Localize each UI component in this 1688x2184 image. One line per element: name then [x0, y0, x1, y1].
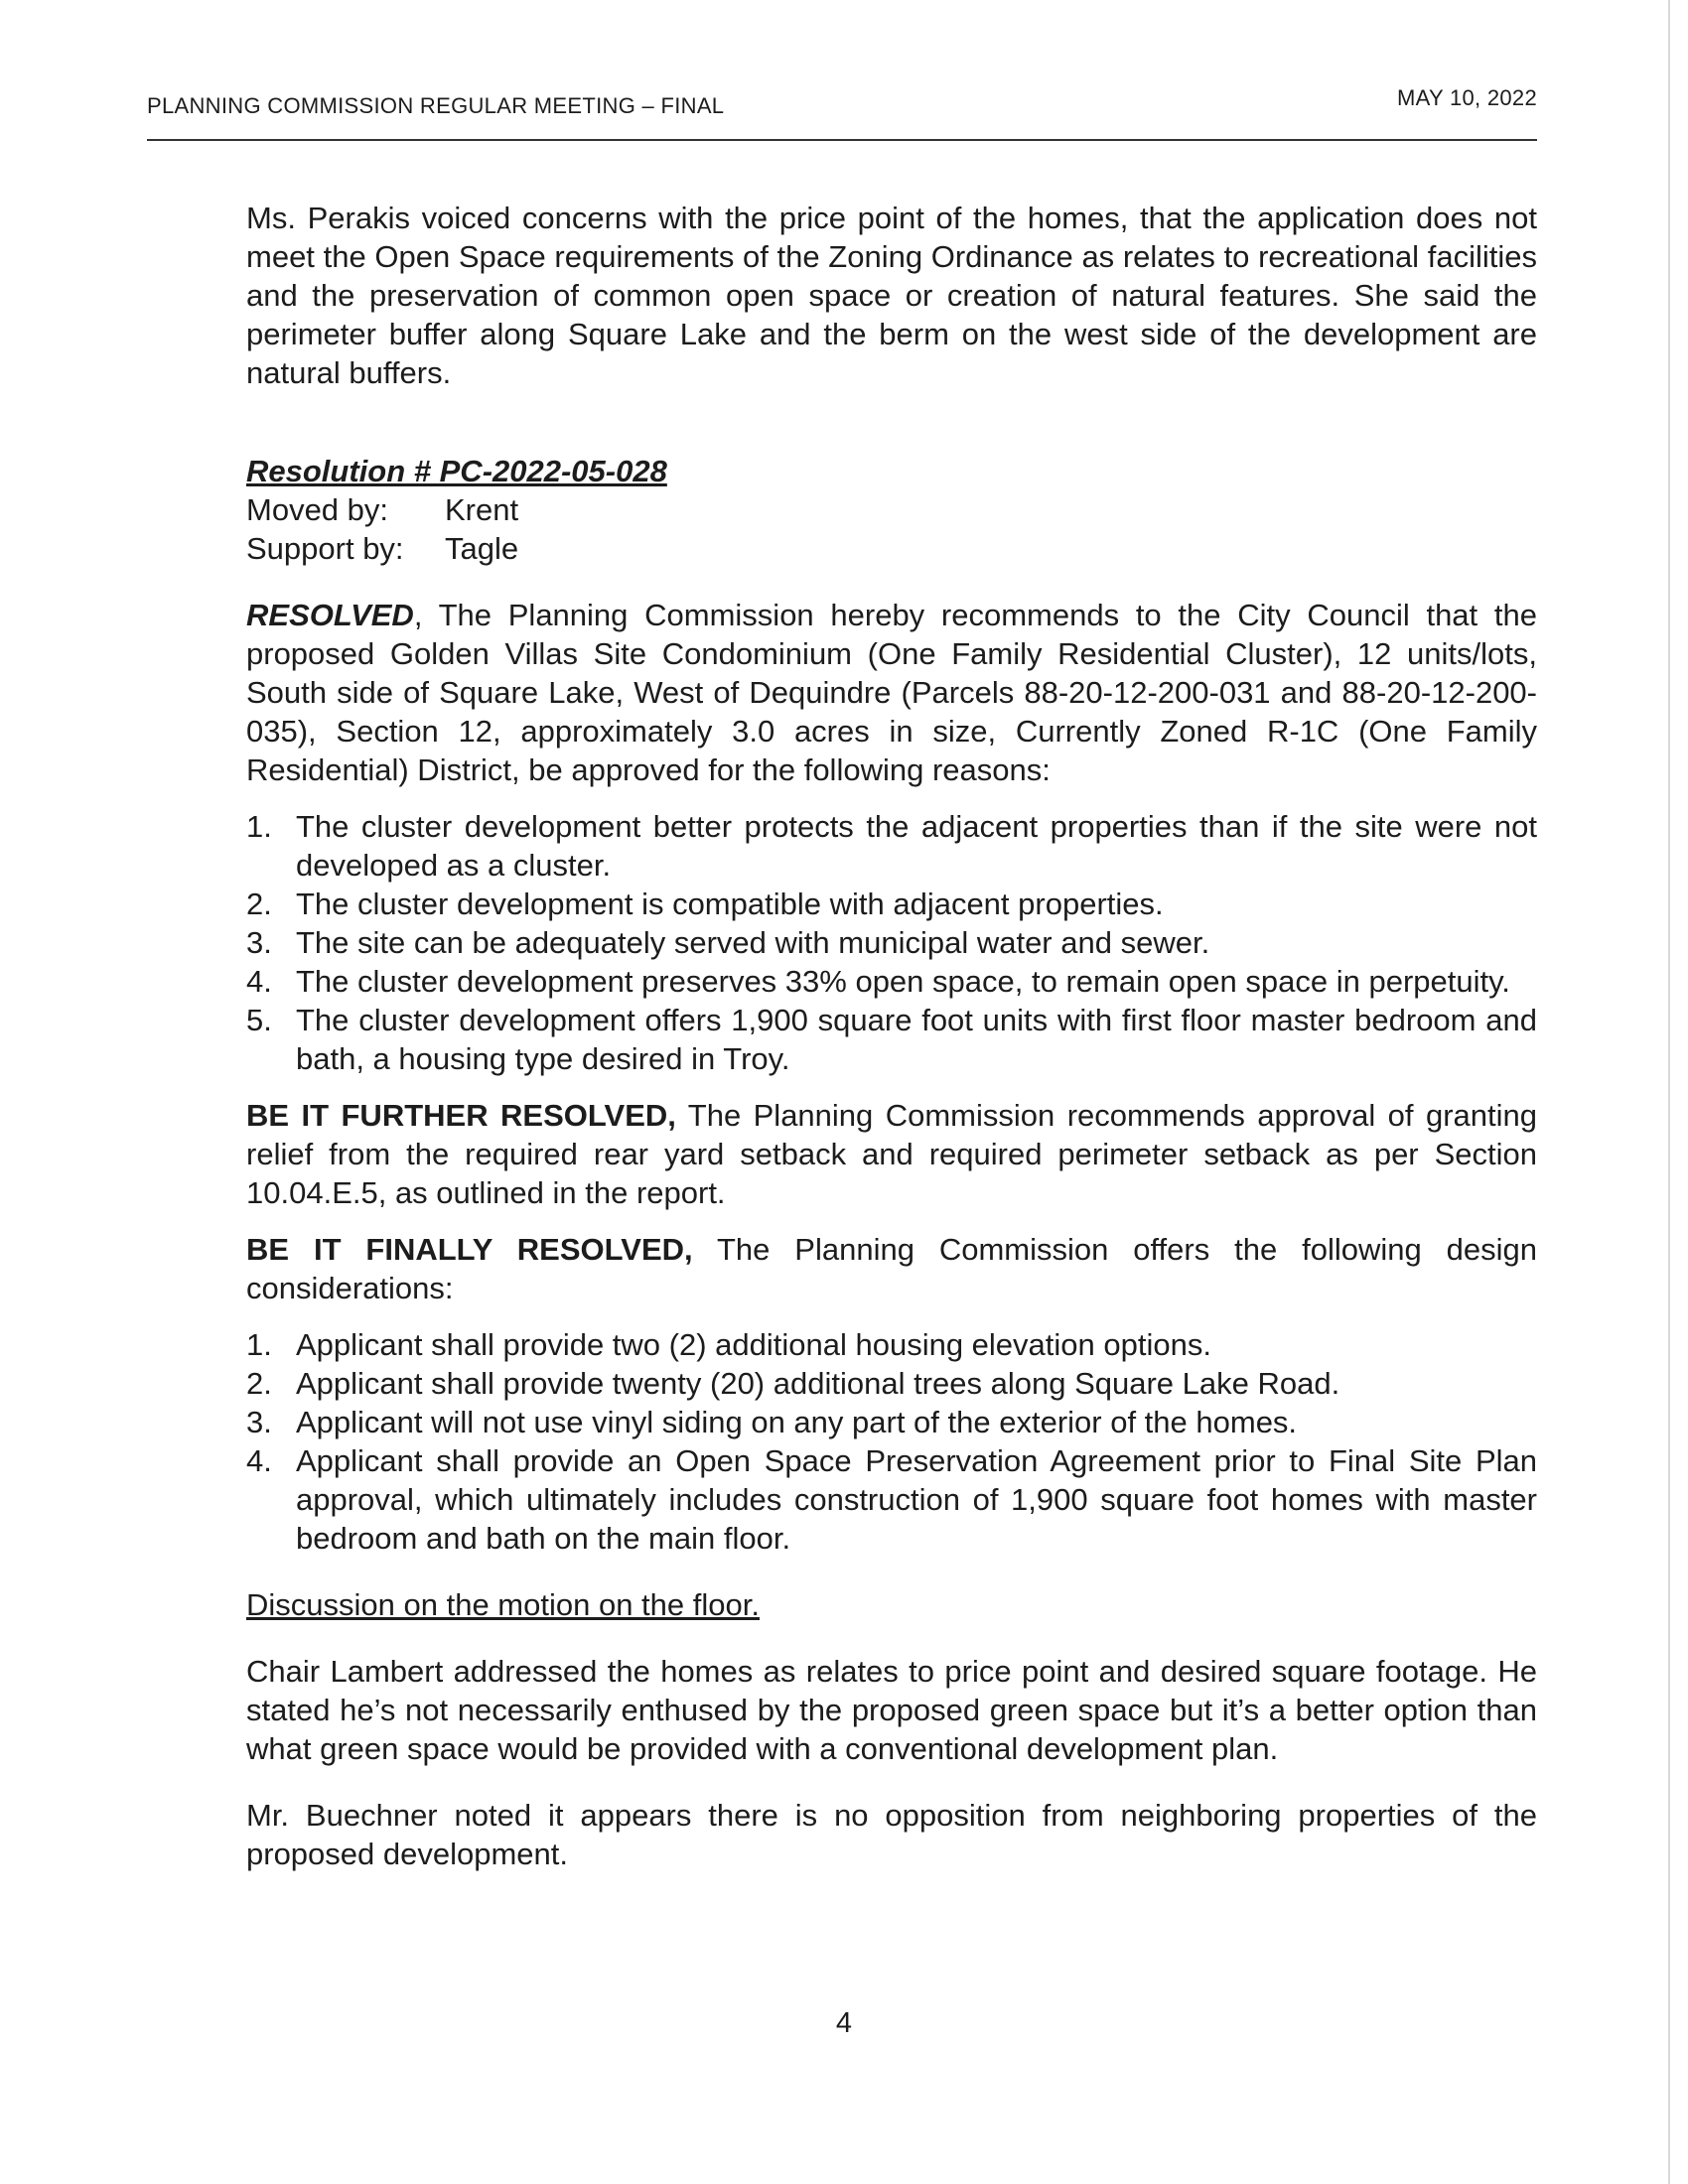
list-item-text: Applicant shall provide an Open Space Preservation Agreement prior to Final Site Plan approval, which ultimately includes construction of 1,900 square foot homes with master bedroom and bath on the main floor. — [296, 1443, 1537, 1556]
list-item-text: The cluster development is compatible with adjacent properties. — [296, 887, 1164, 921]
further-resolved-paragraph — [246, 1096, 1537, 1212]
list-item — [246, 885, 1537, 923]
list-item-text: Applicant shall provide twenty (20) additional trees along Square Lake Road. — [296, 1366, 1340, 1401]
finally-resolved-text: The Planning Commission offers the following design considerations: — [246, 1232, 1537, 1305]
reasons-list — [246, 807, 1537, 1078]
finally-resolved-paragraph — [246, 1230, 1537, 1307]
further-resolved-lead: BE IT FURTHER RESOLVED, — [246, 1098, 676, 1133]
list-item — [246, 1403, 1537, 1441]
list-item — [246, 807, 1537, 885]
list-item-number: 3. — [246, 925, 272, 960]
list-item-text: The cluster development preserves 33% open space, to remain open space in perpetuity. — [296, 964, 1510, 999]
list-item-text: Applicant will not use vinyl siding on any part of the exterior of the homes. — [296, 1405, 1298, 1439]
list-item-number: 5. — [246, 1003, 272, 1037]
intro-paragraph: Ms. Perakis voiced concerns with the price point of the homes, that the application does not meet the Open Space requirements of the Zoning Ordinance as relates to recreational facilities and the preservation of common open space or creation of natural features. She said the perimeter buffer along Square Lake and the berm on the west side of the development are natural buffers. — [246, 201, 1537, 390]
resolution-block — [246, 452, 1537, 568]
resolved-lead: RESOLVED — [246, 598, 414, 632]
list-item — [246, 1441, 1537, 1558]
page-body — [246, 199, 1537, 1873]
list-item — [246, 962, 1537, 1001]
resolved-paragraph — [246, 596, 1537, 789]
list-item-number: 4. — [246, 964, 272, 999]
discussion-paragraph: Chair Lambert addressed the homes as relates to price point and desired square footage. He stated he’s not necessarily enthused by the proposed green space but it’s a better option than what green space would be provided with a conventional development plan. — [246, 1654, 1537, 1766]
moved-by-label: Moved by: — [246, 492, 389, 527]
meeting-title: PLANNING COMMISSION REGULAR MEETING – FINAL — [147, 93, 725, 118]
support-by-label: Support by: — [246, 531, 404, 566]
finally-resolved-lead: BE IT FINALLY RESOLVED, — [246, 1232, 693, 1267]
list-item-text: The cluster development better protects the adjacent properties than if the site were not developed as a cluster. — [296, 809, 1537, 883]
scan-edge-line — [1668, 0, 1670, 2184]
list-item — [246, 1364, 1537, 1403]
list-item-text: The site can be adequately served with municipal water and sewer. — [296, 925, 1210, 960]
discussion-paragraph: Mr. Buechner noted it appears there is no opposition from neighboring properties of the proposed development. — [246, 1798, 1537, 1871]
support-by-value: Tagle — [445, 531, 519, 566]
page-header — [147, 83, 1537, 123]
meeting-date: MAY 10, 2022 — [1397, 85, 1537, 110]
list-item-text: The cluster development offers 1,900 square foot units with first floor master bedroom and bath, a housing type desired in Troy. — [296, 1003, 1537, 1076]
list-item-number: 3. — [246, 1405, 272, 1439]
support-by-row — [246, 529, 1537, 568]
page-number: 4 — [835, 2007, 853, 2039]
list-item-number: 2. — [246, 1366, 272, 1401]
considerations-list — [246, 1325, 1537, 1558]
header-divider — [147, 139, 1537, 141]
resolved-text: , The Planning Commission hereby recommends to the City Council that the proposed Golden Villas Site Condominium (One Family Residential Cluster), 12 units/lots, South side of Square Lake, West of Dequindre (Parcels 88-20-12-200-031 and 88-20-12-200-035), Section 12, approximately 3.0 acres in size, Currently Zoned R-1C (One Family Residential) District, be approved for the following reasons: — [246, 598, 1537, 787]
list-item-number: 2. — [246, 887, 272, 921]
list-item — [246, 923, 1537, 962]
resolution-title: Resolution # PC-2022-05-028 — [246, 454, 667, 488]
list-item-number: 1. — [246, 1327, 272, 1362]
moved-by-value: Krent — [445, 492, 519, 527]
moved-by-row — [246, 490, 1537, 529]
discussion-heading: Discussion on the motion on the floor. — [246, 1587, 760, 1622]
list-item-text: Applicant shall provide two (2) additional housing elevation options. — [296, 1327, 1211, 1362]
list-item — [246, 1001, 1537, 1078]
list-item — [246, 1325, 1537, 1364]
list-item-number: 4. — [246, 1443, 272, 1478]
list-item-number: 1. — [246, 809, 272, 844]
further-resolved-text: The Planning Commission recommends approval of granting relief from the required rear yard setback and required perimeter setback as per Section 10.04.E.5, as outlined in the report. — [246, 1098, 1537, 1210]
